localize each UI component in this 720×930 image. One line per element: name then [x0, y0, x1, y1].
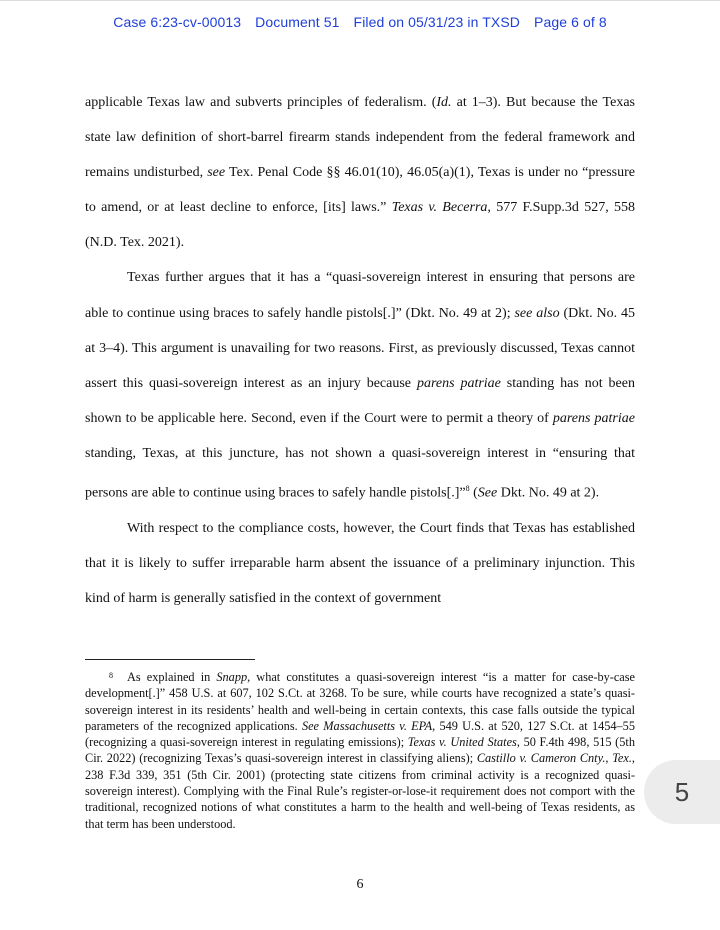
filed-info: Filed on 05/31/23 in TXSD — [353, 14, 520, 30]
footnote: $^8$ As explained in Snapp, what constitutes a quasi-sovereign interest “is a matter for case-by-case development[.]” 458 U.S. at 607, 102 S.Ct. at 3268. To be sure, while courts have recognized a state’s quasi-sovereign interest in its residents’ health and well-being in certain contexts, this case falls outside the typical parameters of the recognized applications. See Massachusetts v. EPA, 549 U.S. at 520, 127 S.Ct. at 1454–55 (recognizing a quasi-sovereign interest in regulating emissions); Texas v. United States, 50 F.4th 498, 515 (5th Cir. 2022) (recognizing Texas’s quasi-sovereign interest in classifying aliens); Castillo v. Cameron Cnty., Tex., 238 F.3d 339, 351 (5th Cir. 2001) (protecting state citizens from criminal activity is a recognized quasi-sovereign interest). Complying with the Final Rule’s register-or-lose-it requirement does not comport with the traditional, recognized notions of what constitutes a harm to the health and well-being of Texas residents, as that term has been understood. — [85, 670, 635, 831]
footnote-divider — [85, 659, 255, 660]
body-text — [85, 85, 635, 616]
paragraph: Texas further argues that it has a “quasi-sovereign interest in ensuring that persons are able to continue using braces to safely handle pistols[.]” (Dkt. No. 49 at 2); see also (Dkt. No. 45 at 3–4). This argument is unavailing for two reasons. First, as previously discussed, Texas cannot assert this quasi-sovereign interest as an injury because parens patriae standing has not been shown to be applicable here. Second, even if the Court were to permit a theory of parens patriae standing, Texas, at this juncture, has not shown a quasi-sovereign interest in “ensuring that persons are able to continue using braces to safely handle pistols[.]”$^8$ (See Dkt. No. 49 at 2). — [85, 270, 635, 501]
page-info: Page 6 of 8 — [534, 14, 607, 30]
document-number: Document 51 — [255, 14, 340, 30]
paragraph: With respect to the compliance costs, however, the Court finds that Texas has established that it is likely to suffer irreparable harm absent the issuance of a preliminary injunction. This kind of harm is generally satisfied in the context of government — [85, 520, 635, 606]
page-indicator-tab[interactable]: 5 — [644, 760, 720, 824]
top-divider — [0, 0, 720, 1]
page-number: 6 — [356, 877, 364, 892]
footnote-number: 8 — [109, 671, 113, 680]
paragraph: applicable Texas law and subverts principles of federalism. (Id. at 1–3). But because the Texas state law definition of short-barrel firearm stands independent from the federal framework and remains undisturbed, see Tex. Penal Code §§ 46.01(10), 46.05(a)(1), Texas is under no “pressure to amend, or at least decline to enforce, [its] laws.” Texas v. Becerra, 577 F.Supp.3d 527, 558 (N.D. Tex. 2021). — [85, 95, 635, 251]
case-number: Case 6:23-cv-00013 — [113, 14, 242, 30]
document-header — [0, 14, 720, 30]
footnote-reference: 8 — [465, 484, 470, 494]
